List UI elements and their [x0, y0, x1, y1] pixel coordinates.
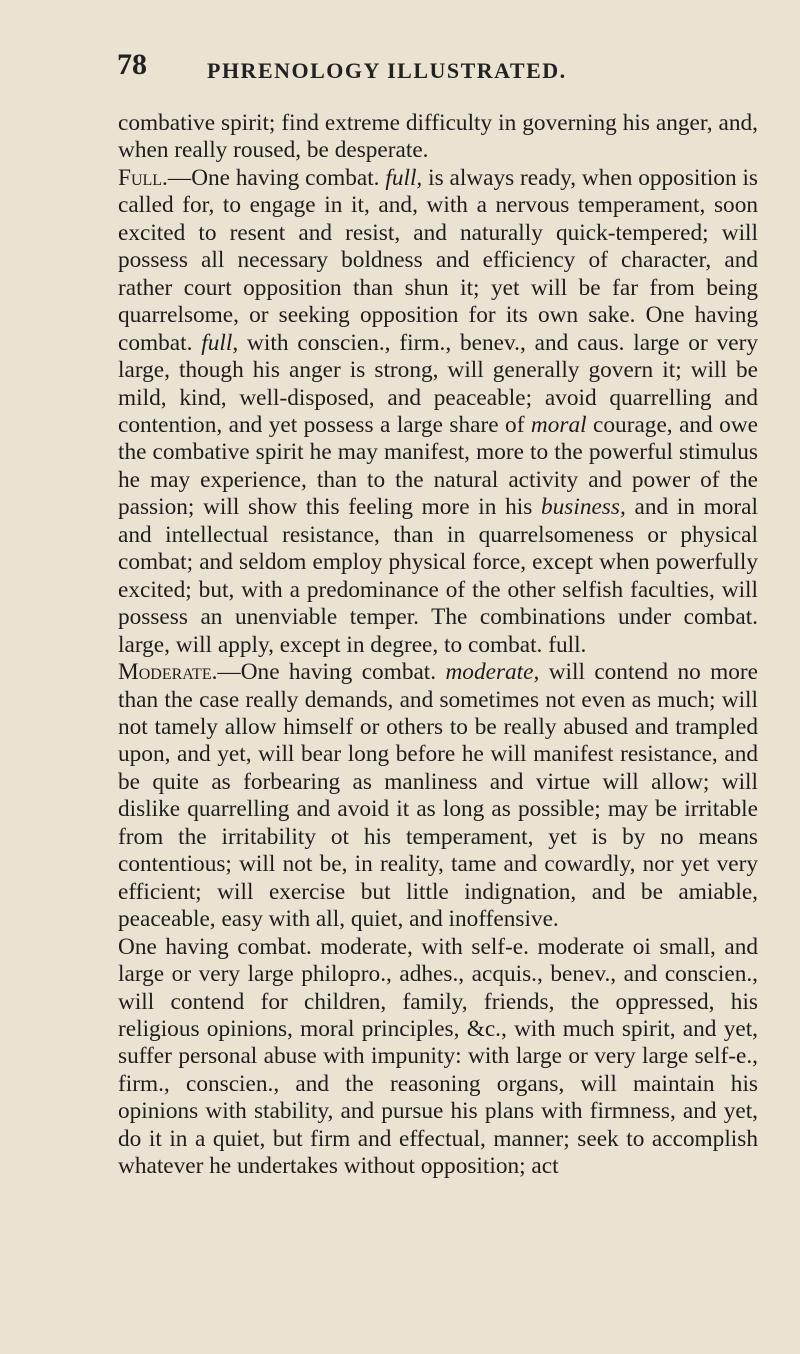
section-head-full: Full. — [118, 164, 168, 191]
text-run: —One having combat. — [167, 164, 386, 191]
page-number: 78 — [117, 48, 147, 81]
text-run: is always ready, when opposition is called for, to engage in it, and, with a nervous temperament, soon excited to resent and resist, and naturally quick-tempered; will possess all necessary boldness and efficiency of character, and rather court opposition than shun it; yet will be far from being quarrelsome, or seeking opposition for its own sake. One having combat. — [118, 164, 758, 356]
text-run: will contend no more than the case really demands, and sometimes not even as much; will not tamely allow himself or others to be really abused and trampled upon, and yet, will bear long before he will manifest resistance, and be quite as forbearing as manliness and virtue will allow; will dislike quarrelling and avoid it as long as possible; may be irritable from the irritability ot his temperament, yet is by no means contentious; will not be, in reality, tame and cowardly, nor yet very efficient; will exercise but little indignation, and be amiable, peaceable, easy with all, quiet, and inoffensive. — [118, 659, 758, 933]
text-run: and in moral and intellectual resistance, than in quarrelsomeness or physical combat; and seldom employ physical force, except when powerfully excited; but, with a predominance of the other selfish faculties, will possess an unenviable temper. The combinations under combat. large, will apply, except in degree, to combat. full. — [118, 494, 758, 658]
paragraph-continuation: combative spirit; find extreme difficulty in governing his anger, and, when really roused, be desperate. — [118, 110, 758, 164]
page-header — [117, 48, 757, 88]
paragraph-combinations: One having combat. moderate, with self-e. moderate oi small, and large or very large philopro., adhes., acquis., benev., and conscien., will contend for children, family, friends, the oppressed, his religious opinions, moral principles, &c., with much spirit, and yet, suffer personal abuse with impunity: with large or very large self-e., firm., conscien., and the reasoning organs, will maintain his opinions with stability, and pursue his plans with firmness, and yet, do it in a quiet, but firm and effectual, manner; seek to accomplish whatever he undertakes without opposition; act — [118, 933, 758, 1180]
emphasis: full, — [385, 164, 423, 191]
emphasis: business, — [540, 494, 626, 521]
text-run: —One having combat. — [217, 659, 446, 686]
section-head-moderate: Moderate. — [118, 659, 218, 686]
running-head: PHRENOLOGY ILLUSTRATED. — [207, 58, 567, 83]
text-run: courage, and owe the combative spirit he may manifest, more to the powerful stimulus he may experience, than to the natural activity and power of the passion; will show this feeling more in his — [118, 411, 758, 521]
paragraph-full — [118, 165, 758, 659]
text-run: with conscien., firm., benev., and caus. large or very large, though his anger is strong, will generally govern it; will be mild, kind, well-disposed, and peaceable; avoid quarrelling and contention, and yet possess a large share of — [118, 329, 758, 438]
body-text — [118, 110, 758, 1181]
emphasis: moderate, — [445, 659, 540, 686]
paragraph-moderate — [118, 659, 758, 934]
emphasis: moral — [530, 411, 587, 438]
emphasis: full, — [201, 329, 239, 356]
